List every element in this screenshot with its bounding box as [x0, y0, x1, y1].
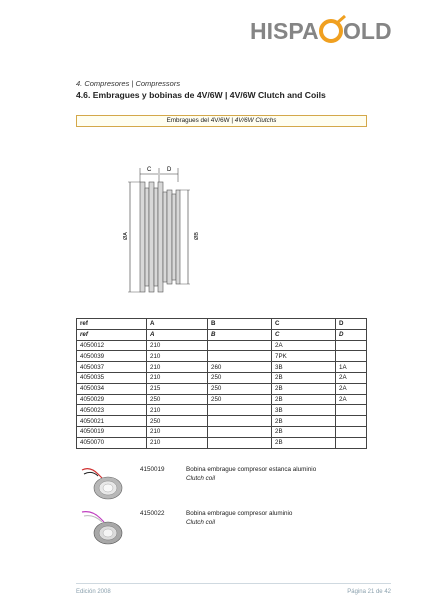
dim-label-a: ØA	[123, 232, 129, 240]
footer-divider	[76, 583, 391, 584]
product-item	[80, 508, 380, 552]
table-cell	[208, 437, 272, 448]
table-cell	[208, 351, 272, 362]
table-row	[77, 394, 367, 405]
th-b: B	[208, 319, 272, 330]
product-desc: Bobina embrague compresor estanca aluminio	[186, 466, 317, 473]
table-cell: 4050023	[77, 405, 147, 416]
table-cell: 4050035	[77, 372, 147, 383]
table-cell: 250	[208, 383, 272, 394]
hispacold-logo	[250, 14, 392, 48]
table-cell: 4050029	[77, 394, 147, 405]
product-ref: 4150022	[140, 510, 165, 517]
clutch-table	[76, 318, 367, 449]
table-cell	[336, 416, 367, 427]
table-header-italic-row	[77, 329, 367, 340]
table-cell	[336, 426, 367, 437]
product-ref: 4150019	[140, 466, 165, 473]
pulley-profile	[140, 182, 180, 292]
clutch-coil-image	[80, 464, 128, 506]
table-cell: 210	[147, 362, 208, 373]
table-cell: 2A	[336, 372, 367, 383]
subtitle-box	[76, 115, 367, 127]
subtitle-es: Embragues del 4V/6W |	[166, 117, 235, 124]
table-cell: 4050034	[77, 383, 147, 394]
table-cell: 2A	[336, 394, 367, 405]
table-cell: 210	[147, 351, 208, 362]
table-row	[77, 426, 367, 437]
table-row	[77, 372, 367, 383]
th-ref: ref	[77, 319, 147, 330]
table-cell: 4050037	[77, 362, 147, 373]
table-row	[77, 362, 367, 373]
table-row	[77, 416, 367, 427]
table-header-row	[77, 319, 367, 330]
table-cell	[336, 351, 367, 362]
th-a: A	[147, 319, 208, 330]
table-cell	[208, 426, 272, 437]
clutch-drawing	[118, 160, 218, 302]
table-cell: 4050021	[77, 416, 147, 427]
table-cell	[208, 416, 272, 427]
table-cell: 4050039	[77, 351, 147, 362]
table-cell: 2B	[272, 416, 336, 427]
table-cell: 4050019	[77, 426, 147, 437]
table-row	[77, 437, 367, 448]
table-cell	[208, 405, 272, 416]
footer-edition: Edición 2008	[76, 589, 111, 595]
subtitle-en: 4V/6W Clutchs	[234, 117, 277, 124]
product-desc-en: Clutch coil	[186, 519, 216, 526]
table-cell: 210	[147, 372, 208, 383]
table-cell: 2B	[272, 372, 336, 383]
table-cell	[208, 340, 272, 351]
table-cell	[336, 437, 367, 448]
dim-label-c: C	[147, 167, 152, 173]
table-cell: 3B	[272, 405, 336, 416]
product-item	[80, 464, 380, 508]
table-cell: 4050012	[77, 340, 147, 351]
table-cell: 250	[147, 416, 208, 427]
table-cell: 250	[147, 394, 208, 405]
table-cell: 210	[147, 405, 208, 416]
th-b-en: B	[208, 329, 272, 340]
table-cell: 210	[147, 426, 208, 437]
table-cell: 4050070	[77, 437, 147, 448]
table-cell: 215	[147, 383, 208, 394]
table-row	[77, 351, 367, 362]
logo-text-before: HISPA	[250, 18, 319, 44]
table-cell: 210	[147, 437, 208, 448]
product-desc: Bobina embrague compresor aluminio	[186, 510, 293, 517]
table-cell: 2B	[272, 394, 336, 405]
table-cell: 250	[208, 372, 272, 383]
table-cell	[336, 340, 367, 351]
th-d-en: D	[336, 329, 367, 340]
page-heading: 4.6. Embragues y bobinas de 4V/6W | 4V/6W Clutch and Coils	[76, 90, 326, 100]
table-cell: 2B	[272, 426, 336, 437]
product-desc-en: Clutch coil	[186, 475, 216, 482]
dim-label-b: ØB	[194, 232, 200, 240]
footer-page-number: Página 21 de 42	[347, 589, 391, 595]
th-ref-en: ref	[77, 329, 147, 340]
table-cell: 2A	[336, 383, 367, 394]
table-cell: 3B	[272, 362, 336, 373]
table-row	[77, 340, 367, 351]
table-cell: 2B	[272, 437, 336, 448]
table-cell: 210	[147, 340, 208, 351]
section-title: 4. Compresores | Compressors	[76, 79, 181, 88]
th-c: C	[272, 319, 336, 330]
th-d: D	[336, 319, 367, 330]
table-cell	[336, 405, 367, 416]
table-cell: 1A	[336, 362, 367, 373]
dim-label-d: D	[167, 167, 172, 173]
table-cell: 260	[208, 362, 272, 373]
logo-c-symbol	[321, 16, 345, 41]
table-row	[77, 383, 367, 394]
table-cell: 2A	[272, 340, 336, 351]
table-cell: 7PK	[272, 351, 336, 362]
table-cell: 250	[208, 394, 272, 405]
table-cell: 2B	[272, 383, 336, 394]
th-a-en: A	[147, 329, 208, 340]
th-c-en: C	[272, 329, 336, 340]
table-row	[77, 405, 367, 416]
clutch-coil-image	[80, 508, 128, 550]
logo-text-after: OLD	[343, 18, 392, 44]
